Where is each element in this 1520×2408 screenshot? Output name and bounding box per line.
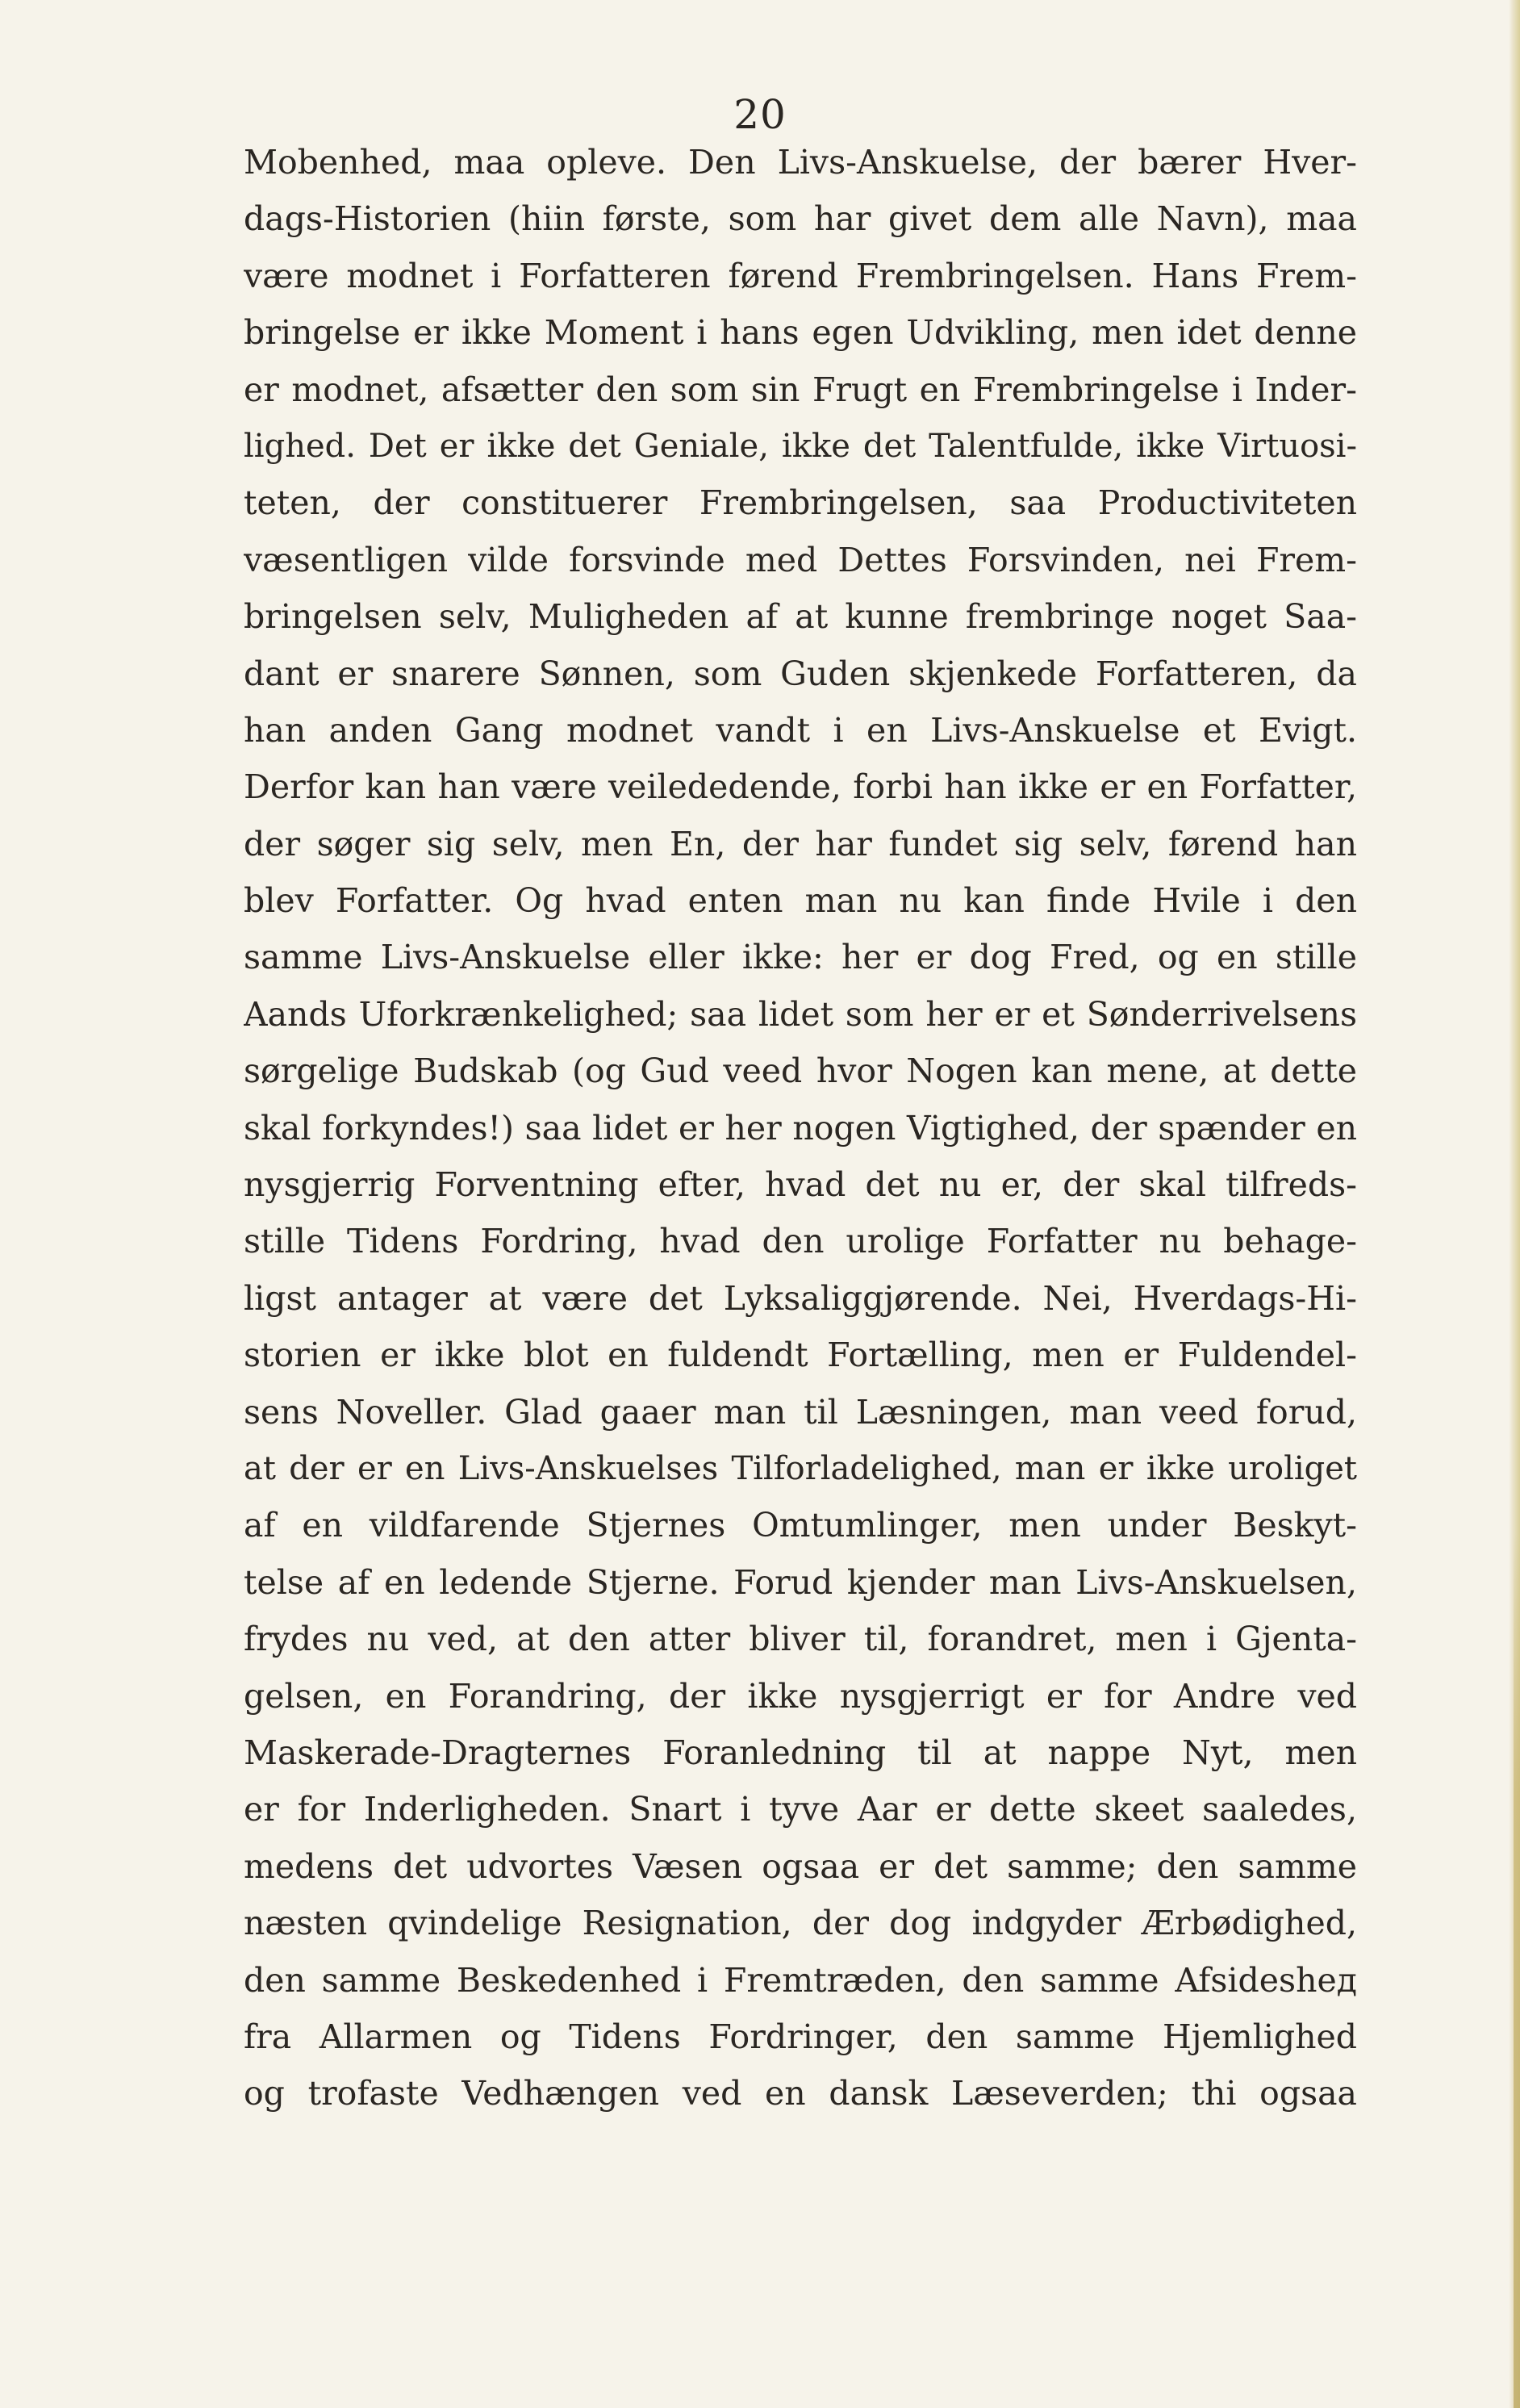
text-line: blev Forfatter. Og hvad enten man nu kan finde Hvile i den [244, 881, 1357, 921]
body-text [244, 134, 1357, 2122]
text-line: af en vildfarende Stjernes Omtumlinger, men under Beskyt- [244, 1506, 1357, 1545]
text-line: bringelse er ikke Moment i hans egen Udvikling, men idet denne [244, 313, 1357, 353]
text-line: dant er snarere Sønnen, som Guden skjenkede Forfatteren, da [244, 654, 1357, 693]
text-line: er for Inderligheden. Snart i tyve Aar er dette skeet saaledes, [244, 1790, 1357, 1829]
text-line: gelsen, en Forandring, der ikke nysgjerrigt er for Andre ved [244, 1676, 1357, 1716]
text-line: dags-Historien (hiin første, som har givet dem alle Navn), maa [244, 199, 1357, 239]
text-line: Aands Uforkrænkelighed; saa lidet som her er et Sønderrivelsens [244, 994, 1357, 1034]
text-line: teten, der constituerer Frembringelsen, saa Productiviteten [244, 483, 1357, 523]
text-line: medens det udvortes Væsen ogsaa er det samme; den samme [244, 1846, 1357, 1886]
text-line: sens Noveller. Glad gaaer man til Læsningen, man veed forud, [244, 1392, 1357, 1432]
page-edge-stain [1514, 1533, 1520, 2408]
text-line: samme Livs-Anskuelse eller ikke: her er dog Fred, og en stille [244, 938, 1357, 977]
text-line: bringelsen selv, Muligheden af at kunne frembringe noget Saa- [244, 597, 1357, 637]
text-line: Maskerade-Dragternes Foranledning til at nappe Nyt, men [244, 1733, 1357, 1772]
text-line: og trofaste Vedhængen ved en dansk Læsevеrden; thi ogsaa [244, 2074, 1357, 2113]
text-line: nysgjerrig Forventning efter, hvad det nu er, der skal tilfreds- [244, 1165, 1357, 1205]
text-line: storien er ikke blot en fuldendt Fortælling, men er Fuldendel- [244, 1336, 1357, 1375]
text-line: være modnet i Forfatteren førend Frembringelsen. Hans Frem- [244, 256, 1357, 295]
text-line: der søger sig selv, men En, der har fundet sig selv, førend han [244, 824, 1357, 863]
text-line: telse af en ledende Stjerne. Forud kjender man Livs-Anskuelsen, [244, 1562, 1357, 1602]
text-line: Derfor kan han være veilededende, forbi han ikke er en Forfatter, [244, 767, 1357, 807]
text-line: lighed. Det er ikke det Geniale, ikke det Talentfulde, ikke Virtuosi- [244, 427, 1357, 465]
text-line: stille Tidens Fordring, hvad den urolige Forfatter nu behage- [244, 1222, 1357, 1261]
text-line: er modnet, afsætter den som sin Frugt en Frembringelse i Inder- [244, 370, 1357, 409]
text-line: han anden Gang modnet vandt i en Livs-Anskuelse et Evigt. [244, 710, 1357, 750]
text-line: fra Allarmen og Tidens Fordringer, den samme Hjemlighed [244, 2017, 1357, 2056]
text-line: den samme Beskedenhed i Fremtræden, den samme Afsidesheд [244, 1960, 1357, 2000]
text-line: frydes nu ved, at den atter bliver til, forandret, men i Gjenta- [244, 1620, 1357, 1659]
text-line: væsentligen vilde forsvinde med Dettes Forsvinden, nei Frem- [244, 540, 1357, 579]
text-line: skal forkyndes!) saa lidet er her nogen Vigtighed, der spænder en [244, 1108, 1357, 1148]
text-line: ligst antager at være det Lyksaliggjørende. Nei, Hverdags-Hi- [244, 1278, 1357, 1318]
text-line: næsten qvindelige Resignation, der dog indgyder Ærbødighed, [244, 1904, 1357, 1943]
page-number: 20 [733, 91, 787, 138]
text-line: Mobenhed, maa opleve. Den Livs-Anskuelse, der bærer Hver- [244, 143, 1357, 182]
text-line: sørgelige Budskab (og Gud veed hvor Nogen kan mene, at dette [244, 1051, 1357, 1091]
text-line: at der er en Livs-Anskuelses Tilforladelighed, man er ikke uroliget [244, 1449, 1357, 1487]
